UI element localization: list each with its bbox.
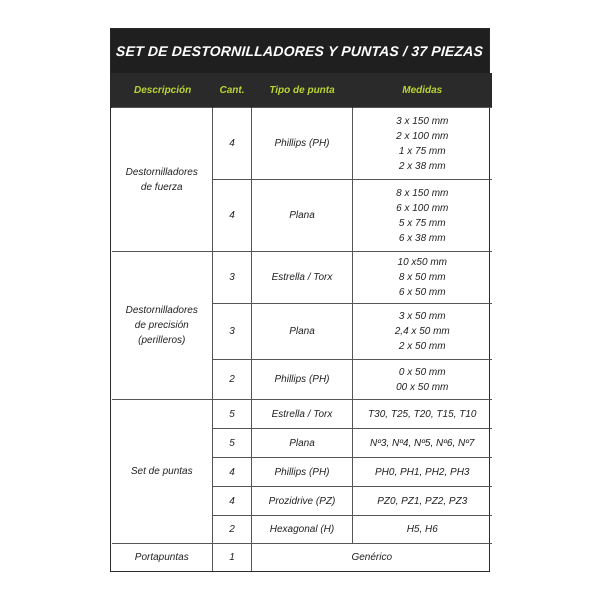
measures-cell <box>353 180 492 252</box>
portapuntas-generic: Genérico <box>252 544 492 571</box>
description-line: de fuerza <box>140 181 183 193</box>
measure-line: 2 x 50 mm <box>398 341 446 352</box>
title-bar <box>111 29 489 73</box>
header-medidas: Medidas <box>353 73 492 108</box>
tip-type-cell: Estrella / Torx <box>252 252 353 304</box>
tip-type-cell: Phillips (PH) <box>252 360 353 400</box>
measures-cell <box>353 360 492 400</box>
measure-line: 2 x 100 mm <box>396 130 449 142</box>
spec-table <box>111 73 492 571</box>
measure-line: 2 x 38 mm <box>398 160 446 172</box>
measure-line: 0 x 50 mm <box>398 366 446 378</box>
group-description <box>112 108 213 252</box>
measure-line: PH0, PH1, PH2, PH3 <box>375 466 470 478</box>
table-body <box>112 108 492 571</box>
page-title: SET DE DESTORNILLADORES Y PUNTAS / 37 PIEZAS <box>115 43 485 59</box>
description-line: de precisión <box>134 320 189 331</box>
measure-line: 8 x 50 mm <box>398 272 446 283</box>
portapuntas-description: Portapuntas <box>112 544 213 571</box>
measures-cell <box>353 458 492 487</box>
quantity-cell: 4 <box>213 458 252 487</box>
measures-cell <box>353 108 492 180</box>
measure-line: 3 x 50 mm <box>398 311 446 322</box>
description-line: (perilleros) <box>138 335 186 346</box>
measure-line: 6 x 100 mm <box>396 202 449 214</box>
header-cant: Cant. <box>213 73 252 108</box>
table-row <box>112 400 492 429</box>
measure-line: 6 x 50 mm <box>398 287 446 298</box>
description-line: Set de puntas <box>130 466 193 477</box>
quantity-cell: 4 <box>213 180 252 252</box>
table-row-portapuntas <box>112 544 492 571</box>
measure-line: Nº3, Nº4, Nº5, Nº6, Nº7 <box>370 437 475 449</box>
spec-sheet <box>110 28 490 572</box>
measures-cell <box>353 487 492 516</box>
measure-line: PZ0, PZ1, PZ2, PZ3 <box>377 495 468 507</box>
measure-line: 6 x 38 mm <box>398 232 446 244</box>
table-row <box>112 108 492 180</box>
tip-type-cell: Phillips (PH) <box>252 108 353 180</box>
tip-type-cell: Plana <box>252 429 353 458</box>
measure-line: 3 x 150 mm <box>396 115 449 127</box>
header-descripcion: Descripción <box>112 73 213 108</box>
measure-line: 8 x 150 mm <box>396 187 449 199</box>
measure-line: H5, H6 <box>406 524 438 535</box>
measure-line: 1 x 75 mm <box>398 145 446 157</box>
table-header-row <box>112 73 492 108</box>
description-line: Destornilladores <box>125 166 198 178</box>
tip-type-cell: Phillips (PH) <box>252 458 353 487</box>
measure-line: 00 x 50 mm <box>396 381 449 393</box>
measures-cell <box>353 252 492 304</box>
quantity-cell: 4 <box>213 108 252 180</box>
group-description <box>112 400 213 544</box>
quantity-cell: 4 <box>213 487 252 516</box>
tip-type-cell: Hexagonal (H) <box>252 516 353 544</box>
portapuntas-quantity: 1 <box>213 544 252 571</box>
quantity-cell: 3 <box>213 252 252 304</box>
measure-line: T30, T25, T20, T15, T10 <box>368 408 477 420</box>
quantity-cell: 3 <box>213 304 252 360</box>
tip-type-cell: Prozidrive (PZ) <box>252 487 353 516</box>
measure-line: 5 x 75 mm <box>398 217 446 229</box>
tip-type-cell: Plana <box>252 180 353 252</box>
measure-line: 2,4 x 50 mm <box>394 326 450 337</box>
quantity-cell: 2 <box>213 516 252 544</box>
tip-type-cell: Plana <box>252 304 353 360</box>
table-row <box>112 252 492 304</box>
tip-type-cell: Estrella / Torx <box>252 400 353 429</box>
quantity-cell: 2 <box>213 360 252 400</box>
measures-cell <box>353 429 492 458</box>
group-description <box>112 252 213 400</box>
measure-line: 10 x50 mm <box>397 257 447 268</box>
measures-cell <box>353 304 492 360</box>
quantity-cell: 5 <box>213 400 252 429</box>
quantity-cell: 5 <box>213 429 252 458</box>
measures-cell <box>353 516 492 544</box>
description-line: Destornilladores <box>125 305 198 316</box>
header-tipo: Tipo de punta <box>252 73 353 108</box>
measures-cell <box>353 400 492 429</box>
